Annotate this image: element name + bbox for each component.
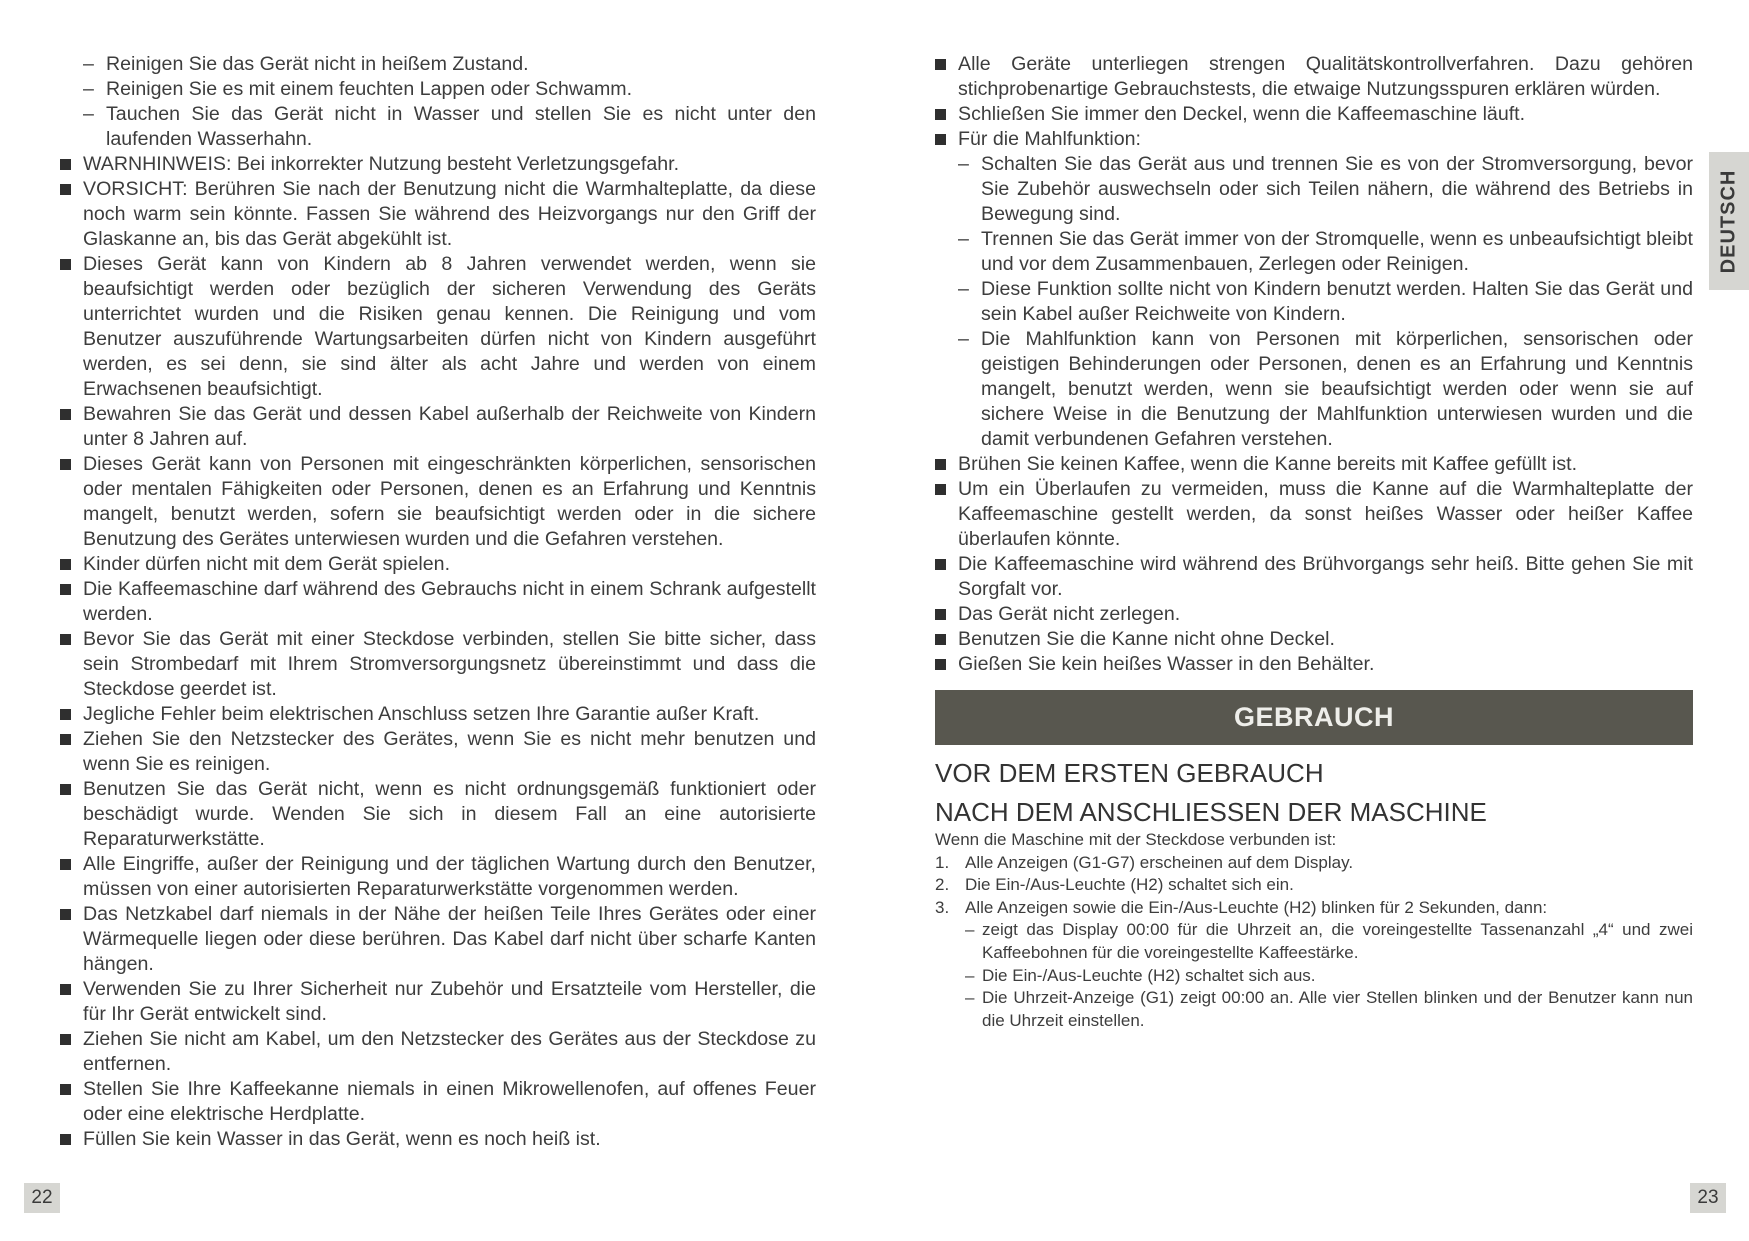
list-item: Stellen Sie Ihre Kaffeekanne niemals in einen Mikrowellenofen, auf offenes Feuer oder eine elektrische Herdplatte. bbox=[60, 1077, 816, 1127]
grinding-dash-list bbox=[958, 152, 1693, 452]
list-item: VORSICHT: Berühren Sie nach der Benutzung nicht die Warmhalteplatte, da diese noch warm sein könnte. Fassen Sie während des Heizvorgangs nur den Griff der Glaskanne an, bis das Gerät abgekühlt ist. bbox=[60, 177, 816, 252]
list-item: Das Netzkabel darf niemals in der Nähe der heißen Teile Ihres Gerätes oder einer Wärmequelle liegen oder diese berühren. Das Kabel darf nicht über scharfe Kanten hängen. bbox=[60, 902, 816, 977]
step-text: Die Ein-/Aus-Leuchte (H2) schaltet sich ein. bbox=[965, 875, 1294, 895]
list-item: – zeigt das Display 00:00 für die Uhrzeit an, die voreingestellte Tassenanzahl „4“ und zwei Kaffeebohnen für die voreingestellte Kaffeestärke. bbox=[965, 919, 1693, 964]
list-item: Jegliche Fehler beim elektrischen Anschluss setzen Ihre Garantie außer Kraft. bbox=[60, 702, 816, 727]
list-item: – Die Uhrzeit-Anzeige (G1) zeigt 00:00 an. Alle vier Stellen blinken und der Benutzer kann nun die Uhrzeit einstellen. bbox=[965, 987, 1693, 1032]
step-text: Alle Anzeigen sowie die Ein-/Aus-Leuchte (H2) blinken für 2 Sekunden, dann: bbox=[965, 897, 1548, 917]
list-item: – Die Mahlfunktion kann von Personen mit körperlichen, sensorischen oder geistigen Behinderungen oder Personen, denen es an Erfahrung und Kenntnis mangelt, benutzt werden, wenn sie beaufsichtigt werden oder wenn sie auf sichere Weise in die Benutzung der Mahlfunktion unterwiesen wurden und die damit verbundenen Gefahren verstehen. bbox=[958, 327, 1693, 452]
list-item: Alle Eingriffe, außer der Reinigung und der täglichen Wartung durch den Benutzer, müssen von einer autorisierten Reparaturwerkstätte vorgenommen werden. bbox=[60, 852, 816, 902]
step-item bbox=[935, 852, 1693, 875]
list-item: Ziehen Sie nicht am Kabel, um den Netzstecker des Gerätes aus der Steckdose zu entfernen. bbox=[60, 1027, 816, 1077]
list-item: Die Kaffeemaschine darf während des Gebrauchs nicht in einem Schrank aufgestellt werden. bbox=[60, 577, 816, 627]
language-label: DEUTSCH bbox=[1717, 169, 1740, 273]
subheading-after-connecting: NACH DEM ANSCHLIESSEN DER MASCHINE bbox=[935, 797, 1487, 827]
list-item: Kinder dürfen nicht mit dem Gerät spielen. bbox=[60, 552, 816, 577]
step3-dash-list bbox=[965, 919, 1693, 1032]
list-item: Verwenden Sie zu Ihrer Sicherheit nur Zubehör und Ersatzteile vom Hersteller, die für Ihr Gerät entwickelt sind. bbox=[60, 977, 816, 1027]
list-item: Benutzen Sie die Kanne nicht ohne Deckel. bbox=[935, 627, 1693, 652]
list-item: Gießen Sie kein heißes Wasser in den Behälter. bbox=[935, 652, 1693, 677]
list-item: – Diese Funktion sollte nicht von Kindern benutzt werden. Halten Sie das Gerät und sein Kabel außer Reichweite von Kindern. bbox=[958, 277, 1693, 327]
page-number-right: 23 bbox=[1690, 1183, 1726, 1213]
list-item: – Die Ein-/Aus-Leuchte (H2) schaltet sich aus. bbox=[965, 965, 1693, 988]
subheading-first-use: VOR DEM ERSTEN GEBRAUCH bbox=[935, 758, 1324, 788]
list-item: – Trennen Sie das Gerät immer von der Stromquelle, wenn es unbeaufsichtigt bleibt und vor dem Zusammenbauen, Zerlegen oder Reinigen. bbox=[958, 227, 1693, 277]
list-item: – Tauchen Sie das Gerät nicht in Wasser und stellen Sie es nicht unter den laufenden Wasserhahn. bbox=[83, 102, 816, 152]
list-item: Dieses Gerät kann von Personen mit eingeschränkten körperlichen, sensorischen oder mentalen Fähigkeiten oder Personen, denen es an Erfahrung und Kenntnis mangelt, benutzt werden, sofern sie beaufsichtigt werden oder in die sichere Benutzung des Gerätes unterwiesen wurden und die Gefahren verstehen. bbox=[60, 452, 816, 552]
list-item: – Reinigen Sie das Gerät nicht in heißem Zustand. bbox=[83, 52, 816, 77]
list-item: Das Gerät nicht zerlegen. bbox=[935, 602, 1693, 627]
safety-bullet-list bbox=[60, 152, 816, 1152]
step-number: 2. bbox=[935, 875, 950, 895]
section-title-bar bbox=[935, 690, 1693, 745]
list-item: Um ein Überlaufen zu vermeiden, muss die Kanne auf die Warmhalteplatte der Kaffeemaschine gestellt werden, da sonst heißes Wasser oder heißer Kaffee überlaufen könnte. bbox=[935, 477, 1693, 552]
intro-text: Wenn die Maschine mit der Steckdose verbunden ist: bbox=[935, 830, 1337, 849]
list-item: Bewahren Sie das Gerät und dessen Kabel außerhalb der Reichweite von Kindern unter 8 Jahren auf. bbox=[60, 402, 816, 452]
list-item: Bevor Sie das Gerät mit einer Steckdose verbinden, stellen Sie bitte sicher, dass sein Strombedarf mit Ihrem Stromversorgungsnetz übereinstimmt und dass die Steckdose geerdet ist. bbox=[60, 627, 816, 702]
list-item: Brühen Sie keinen Kaffee, wenn die Kanne bereits mit Kaffee gefüllt ist. bbox=[935, 452, 1693, 477]
language-tab bbox=[1709, 152, 1749, 290]
step-number: 3. bbox=[935, 897, 950, 917]
list-item bbox=[935, 127, 1693, 452]
list-item: Benutzen Sie das Gerät nicht, wenn es nicht ordnungsgemäß funktioniert oder beschädigt wurde. Wenden Sie sich in diesem Fall an eine autorisierte Reparaturwerkstätte. bbox=[60, 777, 816, 852]
list-item: Alle Geräte unterliegen strengen Qualitätskontrollverfahren. Dazu gehören stichprobenartige Gebrauchstests, die etwaige Nutzungsspuren erklären würden. bbox=[935, 52, 1693, 102]
step-text: Alle Anzeigen (G1-G7) erscheinen auf dem Display. bbox=[965, 852, 1354, 872]
list-item: – Schalten Sie das Gerät aus und trennen Sie es von der Stromversorgung, bevor Sie Zubehör auswechseln oder sich Teilen nähern, die während des Betriebs in Bewegung sind. bbox=[958, 152, 1693, 227]
grinding-heading: Für die Mahlfunktion: bbox=[958, 128, 1141, 150]
right-column bbox=[935, 52, 1693, 1032]
step-item bbox=[935, 874, 1693, 897]
cleaning-dash-list bbox=[83, 52, 816, 152]
list-item: Schließen Sie immer den Deckel, wenn die Kaffeemaschine läuft. bbox=[935, 102, 1693, 127]
list-item: Die Kaffeemaschine wird während des Brühvorgangs sehr heiß. Bitte gehen Sie mit Sorgfalt vor. bbox=[935, 552, 1693, 602]
list-item: – Reinigen Sie es mit einem feuchten Lappen oder Schwamm. bbox=[83, 77, 816, 102]
list-item: WARNHINWEIS: Bei inkorrekter Nutzung besteht Verletzungsgefahr. bbox=[60, 152, 816, 177]
quality-bullet-list bbox=[935, 52, 1693, 677]
section-title: GEBRAUCH bbox=[1233, 702, 1394, 732]
left-column bbox=[60, 52, 816, 1152]
list-item: Dieses Gerät kann von Kindern ab 8 Jahren verwendet werden, wenn sie beaufsichtigt werden oder bezüglich der sicheren Verwendung des Geräts unterrichtet wurden und die Risiken genau kennen. Die Reinigung und vom Benutzer auszuführende Wartungsarbeiten dürfen nicht von Kindern ausgeführt werden, es sei denn, sie sind älter als acht Jahre und werden von einem Erwachsenen beaufsichtigt. bbox=[60, 252, 816, 402]
step-item bbox=[935, 897, 1693, 920]
page-number-left: 22 bbox=[24, 1183, 60, 1213]
step-number: 1. bbox=[935, 852, 950, 872]
list-item: Füllen Sie kein Wasser in das Gerät, wenn es noch heiß ist. bbox=[60, 1127, 816, 1152]
list-item: Ziehen Sie den Netzstecker des Gerätes, wenn Sie es nicht mehr benutzen und wenn Sie es reinigen. bbox=[60, 727, 816, 777]
numbered-steps bbox=[935, 852, 1693, 920]
startup-instructions bbox=[935, 829, 1693, 1032]
